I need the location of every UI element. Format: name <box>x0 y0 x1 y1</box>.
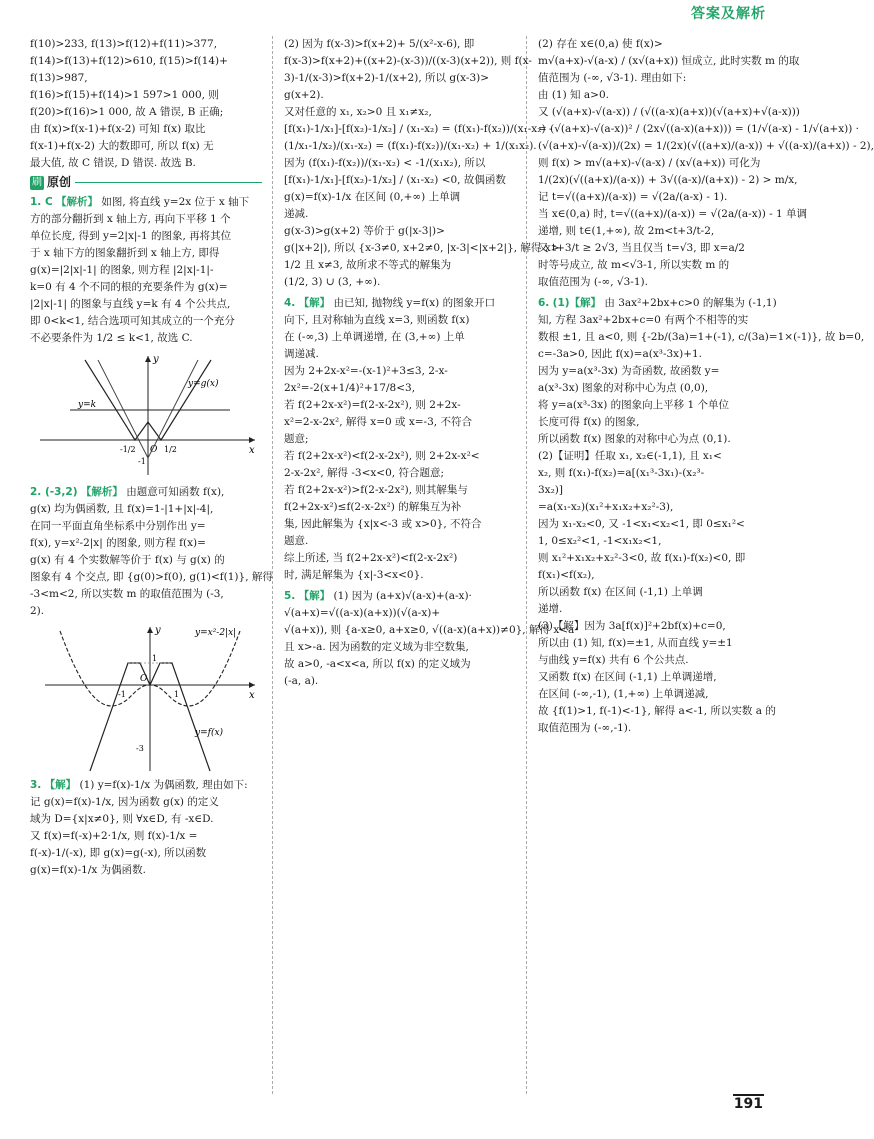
text-line: (1) y=f(x)-1/x 为偶函数, 理由如下: <box>79 779 248 791</box>
text-line: x²=2-x-2x², 解得 x=0 或 x=-3, 不符合 <box>284 416 472 428</box>
text-line: f(20)>f(16)>1 000, 故 A 错误, B 正确; <box>30 106 224 118</box>
text-line: 调递减. <box>284 348 319 360</box>
text-line: 知, 方程 3ax²+2bx+c=0 有两个不相等的实 <box>538 314 749 326</box>
question-number: 5. <box>284 590 296 602</box>
text-line: [f(x₁)-1/x₁]-[f(x₂)-1/x₂] / (x₁-x₂) <0, 故偶函数 <box>284 174 506 186</box>
x-axis-arrow <box>249 682 255 688</box>
text-line: f(x), y=x²-2|x| 的图象, 则方程 f(x)= <box>30 537 206 549</box>
text-line: 取值范围为 (-∞,-1). <box>538 722 632 734</box>
text-line: √(a+x)), 则 {a-x≥0, a+x≥0, √((a-x)(a+x))≠0}, 解得 x<a <box>284 624 575 636</box>
tick-neg-three: -3 <box>136 744 144 753</box>
column-left <box>30 36 273 1096</box>
text-line: (2) 因为 f(x-3)>f(x+2)+ 5/(x²-x-6), 即 <box>284 38 475 50</box>
text-line: 2-x-2x², 解得 -3<x<0, 符合题意; <box>284 467 444 479</box>
text-line: 值范围为 (-∞, √3-1). 理由如下: <box>538 72 687 84</box>
x-axis-label: x <box>249 690 255 701</box>
text-line: 因为 (f(x₁)-f(x₂))/(x₁-x₂) < -1/(x₁x₂), 所以 <box>284 157 486 169</box>
text-line: (3)【解】因为 3a[f(x)]²+2bf(x)+c=0, <box>538 620 726 632</box>
aux-line-right <box>148 360 198 458</box>
line-label: y=k <box>78 400 97 410</box>
x-axis-label: x <box>249 445 255 456</box>
text-line: 若 f(2+2x-x²)=f(2-x-2x²), 则 2+2x- <box>284 399 461 411</box>
figure-g-graph <box>30 350 262 480</box>
text-line: 与曲线 y=f(x) 共有 6 个公共点. <box>538 654 689 666</box>
text-line: 又 (√(a+x)-√(a-x)) / (√((a-x)(a+x))(√(a+x)+√(a-x))) <box>538 106 800 118</box>
text-line: 如图, 将直线 y=2x 位于 x 轴下 <box>101 196 250 208</box>
text-line: 图象有 4 个交点, 即 {g(0)>f(0), g(1)<f(1)}, 解得 <box>30 571 273 583</box>
text-line: 在区间 (-∞,-1), (1,+∞) 上单调递减, <box>538 688 709 700</box>
answer-tag: 【解析】 <box>56 196 98 208</box>
text-line: 综上所述, 当 f(2+2x-x²)<f(2-x-2x²) <box>284 552 458 564</box>
text-line: 3x₂)] <box>538 484 564 496</box>
question-5-continued <box>538 36 874 291</box>
text-line: 域为 D={x|x≠0}, 则 ∀x∈D, 有 -x∈D. <box>30 813 214 825</box>
text-line: 则 x₁²+x₁x₂+x₂²-3<0, 故 f(x₁)-f(x₂)<0, 即 <box>538 552 746 564</box>
text-line: 1, 0≤x₂²<1, -1<x₁x₂<1, <box>538 535 662 547</box>
text-line: g(x)=f(x)-1/x 在区间 (0,+∞) 上单调 <box>284 191 461 203</box>
column-right <box>538 36 874 1096</box>
y-axis-label: y <box>155 625 161 636</box>
text-line: m√(a+x)-√(a-x) / (x√(a+x)) 恒成立, 此时实数 m 的取 <box>538 55 800 67</box>
question-number: 6. <box>538 297 550 309</box>
tick-neg-one: -1 <box>138 457 146 466</box>
text-line: 时等号成立, 故 m<√3-1, 所以实数 m 的 <box>538 259 730 271</box>
text-line: 因为 y=a(x³-3x) 为奇函数, 故函数 y= <box>538 365 720 377</box>
text-line: g(x)=|2|x|-1| 的图象, 则方程 |2|x|-1|- <box>30 264 214 276</box>
question-3 <box>30 777 262 879</box>
text-line: 又函数 f(x) 在区间 (-1,1) 上单调递增, <box>538 671 717 683</box>
text-line: f(x-1)+f(x-2) 大的数即可, 所以 f(x) 无 <box>30 140 214 152</box>
text-line: 时, 满足解集为 {x|-3<x<0}. <box>284 569 424 581</box>
question-number: 2. (-3,2) <box>30 486 78 498</box>
y-axis-label: y <box>153 354 159 365</box>
text-line: 题意. <box>284 535 309 547</box>
text-line: 长度可得 f(x) 的图象, <box>538 416 640 428</box>
text-line: 递增. <box>538 603 563 615</box>
column-divider-left <box>272 36 273 1094</box>
text-line: 因为 2+2x-x²=-(x-1)²+3≤3, 2-x- <box>284 365 448 377</box>
x-axis-arrow <box>249 437 255 443</box>
text-line: g(x+2). <box>284 89 324 101</box>
curve-label: y=g(x) <box>188 379 219 389</box>
answer-tag: (1)【解】 <box>552 297 602 309</box>
text-line: g(|x+2|), 所以 {x-3≠0, x+2≠0, |x-3|<|x+2|}, 解得 x> <box>284 242 560 254</box>
text-line: 方的部分翻折到 x 轴上方, 再向下平移 1 个 <box>30 213 231 225</box>
text-line: 若 f(2+2x-x²)>f(2-x-2x²), 则其解集与 <box>284 484 468 496</box>
question-number: 3. <box>30 779 42 791</box>
text-line: f(10)>233, f(13)>f(12)+f(11)>377, <box>30 38 218 50</box>
text-line: f(x₁)<f(x₂), <box>538 569 595 581</box>
text-line: 1/(2x)(√((a+x)/(a-x)) + 3√((a-x)/(a+x)) - 2) > m/x, <box>538 174 798 186</box>
origin-label: O <box>150 445 158 455</box>
text-line: 且 x>-a. 因为函数的定义域为非空数集, <box>284 641 469 653</box>
text-line: [f(x₁)-1/x₁]-[f(x₂)-1/x₂] / (x₁-x₂) = (f(x₁)-f(x₂))/(x₁-x₂) - <box>284 123 553 135</box>
question-3-continued <box>284 36 560 291</box>
question-4 <box>284 295 516 584</box>
text-line: (-a, a). <box>284 675 319 687</box>
text-line: (2)【证明】任取 x₁, x₂∈(-1,1), 且 x₁< <box>538 450 722 462</box>
text-line: 若 f(2+2x-x²)<f(2-x-2x²), 则 2+2x-x²< <box>284 450 480 462</box>
text-line: 由 f(x)>f(x-1)+f(x-2) 可知 f(x) 取比 <box>30 123 206 135</box>
text-line: √(a+x)=√((a-x)(a+x))(√(a-x)+ <box>284 607 441 619</box>
text-line: 不必要条件为 1/2 ≤ k<1, 故选 C. <box>30 332 193 344</box>
text-line: 又 f(x)=f(-x)+2·1/x, 则 f(x)-1/x = <box>30 830 198 842</box>
text-line: g(x)=f(x)-1/x 为偶函数. <box>30 864 146 876</box>
text-line: (√(a+x)-√(a-x))/(2x) = 1/(2x)(√((a+x)/(a-x)) + √((a-x)/(a+x)) - 2), <box>538 140 874 152</box>
column-divider-right <box>526 36 527 1094</box>
figure-f-graph <box>30 623 262 773</box>
tick-neg-one: -1 <box>118 690 126 699</box>
text-line: 所以函数 f(x) 图象的对称中心为点 (0,1). <box>538 433 731 445</box>
text-line: 于 x 轴下方的图象翻折到 x 轴上方, 即得 <box>30 247 220 259</box>
tick-pos-half: 1/2 <box>164 445 177 454</box>
text-line: 3)-1/(x-3)>f(x+2)-1/(x+2), 所以 g(x-3)> <box>284 72 490 84</box>
text-line: 记 t=√((a+x)/(a-x)) = √(2a/(a-x) - 1). <box>538 191 728 203</box>
text-line: (2) 存在 x∈(0,a) 使 f(x)> <box>538 38 663 50</box>
col1-intro <box>30 36 262 172</box>
question-2 <box>30 484 273 620</box>
text-line: 故 {f(1)>1, f(-1)<-1}, 解得 a<-1, 所以实数 a 的 <box>538 705 776 717</box>
text-line: 2x²=-2(x+1/4)²+17/8<3, <box>284 382 416 394</box>
text-line: 向下, 且对称轴为直线 x=3, 则函数 f(x) <box>284 314 470 326</box>
text-line: k=0 有 4 个不同的根的充要条件为 g(x)= <box>30 281 228 293</box>
text-line: 由 3ax²+2bx+c>0 的解集为 (-1,1) <box>604 297 777 309</box>
text-line: 1/2 且 x≠3, 故所求不等式的解集为 <box>284 259 452 271</box>
text-line: f(-x)-1/(-x), 即 g(x)=g(-x), 所以函数 <box>30 847 207 859</box>
text-line: 取值范围为 (-∞, √3-1). <box>538 276 648 288</box>
question-1 <box>30 194 262 347</box>
f-label: y=f(x) <box>195 728 224 738</box>
question-number: 1. C <box>30 196 53 208</box>
page-number: 191 <box>733 1096 763 1112</box>
question-number: 4. <box>284 297 296 309</box>
text-line: 由已知, 抛物线 y=f(x) 的图象开口 <box>333 297 496 309</box>
answer-tag: 【解】 <box>298 297 331 309</box>
text-line: 题意; <box>284 433 309 445</box>
text-line: f(13)>987, <box>30 72 88 84</box>
question-6 <box>538 295 865 737</box>
text-line: a(x³-3x) 图象的对称中心为点 (0,0), <box>538 382 709 394</box>
text-line: 递增, 则 t∈(1,+∞), 故 2m<t+3/t-2, <box>538 225 715 237</box>
text-line: g(x) 均为偶函数, 且 f(x)=1-|1+|x|-4|, <box>30 503 214 515</box>
tick-top-one: 1 <box>152 654 158 663</box>
text-line: x₂, 则 f(x₁)-f(x₂)=a[(x₁³-3x₁)-(x₂³- <box>538 467 705 479</box>
text-line: 将 y=a(x³-3x) 的图象向上平移 1 个单位 <box>538 399 729 411</box>
origin-label: O <box>140 674 148 684</box>
text-line: =a(x₁-x₂)(x₁²+x₁x₂+x₂²-3), <box>538 501 674 513</box>
text-line: 故 a>0, -a<x<a, 所以 f(x) 的定义域为 <box>284 658 471 670</box>
text-line: 集, 因此解集为 {x|x<-3 或 x>0}, 不符合 <box>284 518 482 530</box>
answer-tag: 【解】 <box>298 590 331 602</box>
curve-label: y=x²-2|x| <box>195 628 237 638</box>
text-line: 记 g(x)=f(x)-1/x, 因为函数 g(x) 的定义 <box>30 796 219 808</box>
text-line: 所以函数 f(x) 在区间 (-1,1) 上单调 <box>538 586 703 598</box>
section-title: 原创 <box>47 175 72 189</box>
text-line: 当 x∈(0,a) 时, t=√((a+x)/(a-x)) = √(2a/(a-x)) - 1 单调 <box>538 208 808 220</box>
answer-tag: 【解】 <box>44 779 77 791</box>
section-title-answers: 答案及解析 <box>691 6 766 22</box>
tick-neg-half: -1/2 <box>120 445 136 454</box>
text-line: 2). <box>30 605 45 617</box>
y-axis-arrow <box>145 356 151 362</box>
text-line: 又 t+3/t ≥ 2√3, 当且仅当 t=√3, 即 x=a/2 <box>538 242 745 254</box>
text-line: 最大值, 故 C 错误, D 错误. 故选 B. <box>30 157 196 169</box>
text-line: 则 f(x) > m√(a+x)-√(a-x) / (x√(a+x)) 可化为 <box>538 157 761 169</box>
aux-line-left <box>98 360 148 458</box>
answer-tag: 【解析】 <box>80 486 123 498</box>
section-rule <box>75 182 262 183</box>
text-line: 由 (1) 知 a>0. <box>538 89 609 101</box>
top-header-bar <box>0 0 800 24</box>
section-header-original <box>30 174 262 191</box>
y-axis-arrow <box>147 627 153 633</box>
text-line: (1/2, 3) ∪ (3, +∞). <box>284 276 381 288</box>
text-line: |2|x|-1| 的图象与直线 y=k 有 4 个公共点, <box>30 298 231 310</box>
text-line: (1) 因为 (a+x)√(a-x)+(a-x)· <box>333 590 472 602</box>
text-line: f(x-3)>f(x+2)+((x+2)-(x-3))/((x-3)(x+2)), 则 f(x- <box>284 55 532 67</box>
text-line: 因为 x₁-x₂<0, 又 -1<x₁<x₂<1, 即 0≤x₁²< <box>538 518 745 530</box>
text-line: 又对任意的 x₁, x₂>0 且 x₁≠x₂, <box>284 106 432 118</box>
brush-icon: 刷 <box>32 176 42 188</box>
text-line: g(x-3)>g(x+2) 等价于 g(|x-3|)> <box>284 225 445 237</box>
text-line: 由题意可知函数 f(x), <box>126 486 225 498</box>
text-line: 所以由 (1) 知, f(x)=±1, 从而直线 y=±1 <box>538 637 733 649</box>
text-line: 即 0<k<1, 结合选项可知其成立的一个充分 <box>30 315 235 327</box>
tick-pos-one: 1 <box>174 690 180 699</box>
text-line: 递减. <box>284 208 309 220</box>
text-line: = (√(a+x)-√(a-x))² / (2x√((a-x)(a+x))) = (1/√(a-x) - 1/√(a+x)) · <box>538 123 860 135</box>
text-line: 单位长度, 得到 y=2|x|-1 的图象, 再将其位 <box>30 230 232 242</box>
text-line: 在 (-∞,3) 上单调递增, 在 (3,+∞) 上单 <box>284 331 465 343</box>
text-line: 数根 ±1, 且 a<0, 则 {-2b/(3a)=1+(-1), c/(3a)=1×(-1)}, 故 b=0, <box>538 331 865 343</box>
text-line: (1/x₁-1/x₂)/(x₁-x₂) = (f(x₁)-f(x₂))/(x₁-x₂) + 1/(x₁x₂). <box>284 140 537 152</box>
text-line: -3<m<2, 所以实数 m 的取值范围为 (-3, <box>30 588 224 600</box>
text-line: f(14)>f(13)+f(12)>610, f(15)>f(14)+ <box>30 55 228 67</box>
text-line: f(2+2x-x²)≤f(2-x-2x²) 的解集互为补 <box>284 501 462 513</box>
text-line: f(16)>f(15)+f(14)>1 597>1 000, 则 <box>30 89 219 101</box>
text-line: c=-3a>0, 因此 f(x)=a(x³-3x)+1. <box>538 348 703 360</box>
text-line: 在同一平面直角坐标系中分别作出 y= <box>30 520 206 532</box>
text-line: g(x) 有 4 个实数解等价于 f(x) 与 g(x) 的 <box>30 554 225 566</box>
